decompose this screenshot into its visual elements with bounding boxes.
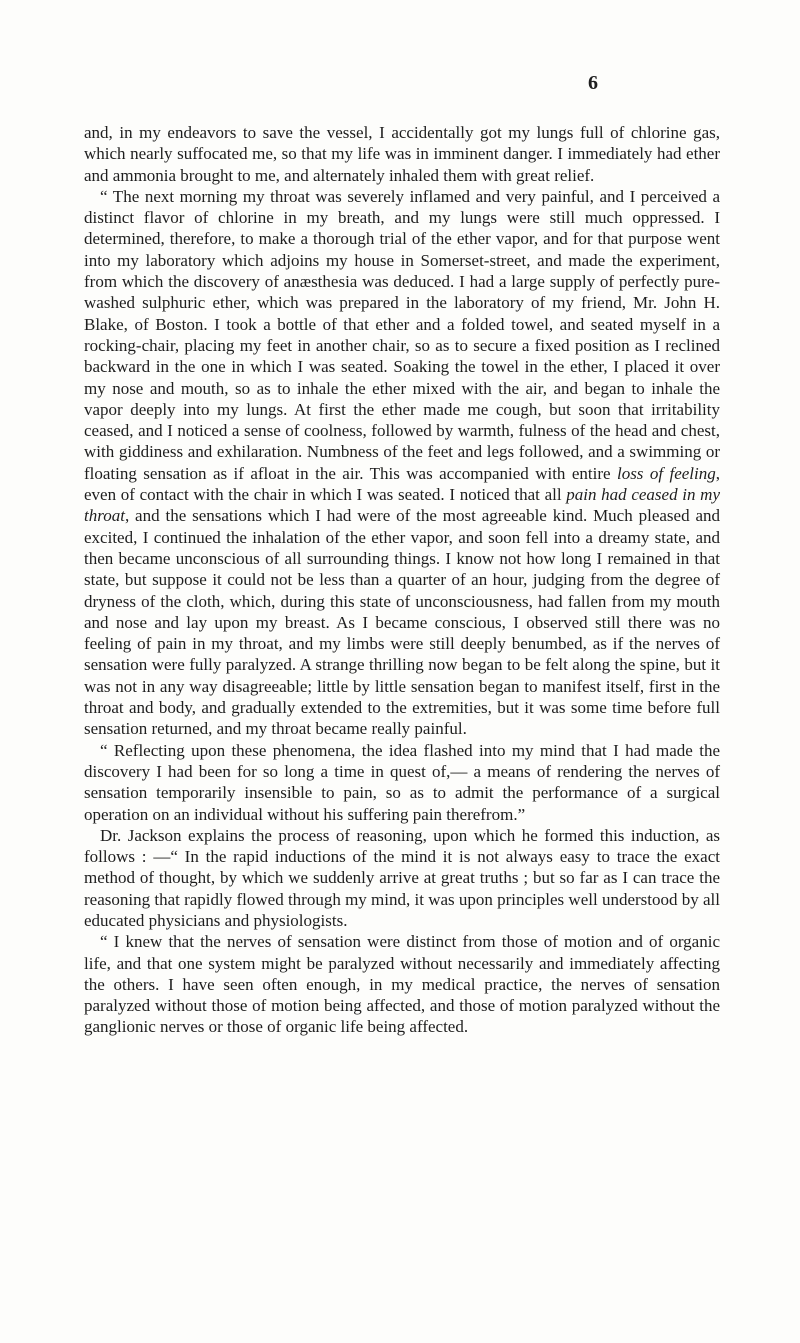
paragraph [84,931,720,1037]
text-run: “ Reflecting upon these phenomena, the idea flashed into my mind that I had made the discovery I had been for so long a time in quest of,— a means of rendering the nerves of sensation temporarily insensible to pain, so as to admit the performance of a surgical operation on an individual without his suffering pain therefrom.” [84,740,720,824]
paragraph [84,825,720,931]
text-run: Dr. Jackson explains the process of reasoning, upon which he formed this induction, as follows : —“ In the rapid inductions of the mind it is not always easy to trace the exact method of thought, by which we suddenly arrive at great truths ; but so far as I can trace the reasoning that rapidly flowed through my mind, it was upon principles well understood by all educated physicians and physiologists. [84,825,720,930]
paragraph [84,186,720,740]
italic-text-run: pain had ceased in my throat [84,485,720,526]
text-run: “ I knew that the nerves of sensation were distinct from those of motion and of organic life, and that one system might be paralyzed without necessarily and immediately affecting the others. I have seen often enough, in my medical practice, the nerves of sensation paralyzed without those of motion being affected, and those of motion paralyzed without the ganglionic nerves or those of organic life being affected. [84,932,720,1037]
text-run: and, in my endeavors to save the vessel, I accidentally got my lungs full of chlorine gas, which nearly suffocated me, so that my life was in imminent danger. I immediately had ether and ammonia brought to me, and alternately inhaled them with great relief. [84,123,720,185]
italic-text-run: loss of feeling [616,463,716,483]
page-number: 6 [588,72,599,94]
paragraph [84,122,720,186]
body-text [84,122,720,1038]
text-run: , and the sensations which I had were of the most agreeable kind. Much pleased and excited, I continued the inhalation of the ether vapor, and soon fell into a dreamy state, and then became unconscious of all surrounding things. I know not how long I remained in that state, but suppose it could not be less than a quarter of an hour, judging from the degree of dryness of the cloth, which, during this state of unconsciousness, had fallen from my mouth and nose and lay upon my breast. As I became conscious, I observed still there was no feeling of pain in my throat, and my limbs were still deeply benumbed, as if the nerves of sensation were fully paralyzed. A strange thrilling now began to be felt along the spine, but it was not in any way disagreeable; little by little sensation began to manifest itself, first in the throat and body, and gradually extended to the extremities, but it was some time before full sensation returned, and my throat became really painful. [84,506,720,739]
text-run: , even of contact with the chair in which I was seated. I noticed that all [84,463,720,505]
paragraph [84,740,720,825]
text-run: “ The next morning my throat was severely inflamed and very painful, and I perceived a distinct flavor of chlorine in my breath, and my lungs were still much oppressed. I determined, therefore, to make a thorough trial of the ether vapor, and for that purpose went into my laboratory which adjoins my house in Somerset-street, and made the experiment, from which the discovery of anæsthesia was deduced. I had a large supply of perfectly pure-washed sulphuric ether, which was prepared in the laboratory of my friend, Mr. John H. Blake, of Boston. I took a bottle of that ether and a folded towel, and seated myself in a rocking-chair, placing my feet in another chair, so as to secure a fixed position as I reclined backward in the one in which I was seated. Soaking the towel in the ether, I placed it over my nose and mouth, so as to inhale the ether mixed with the air, and began to inhale the vapor deeply into my lungs. At first the ether made me cough, but soon that irritability ceased, and I noticed a sense of coolness, followed by warmth, fulness of the head and chest, with giddiness and exhilaration. Numbness of the feet and legs followed, and a swimming or floating sensation as if afloat in the air. This was accompanied with entire [84,186,720,483]
